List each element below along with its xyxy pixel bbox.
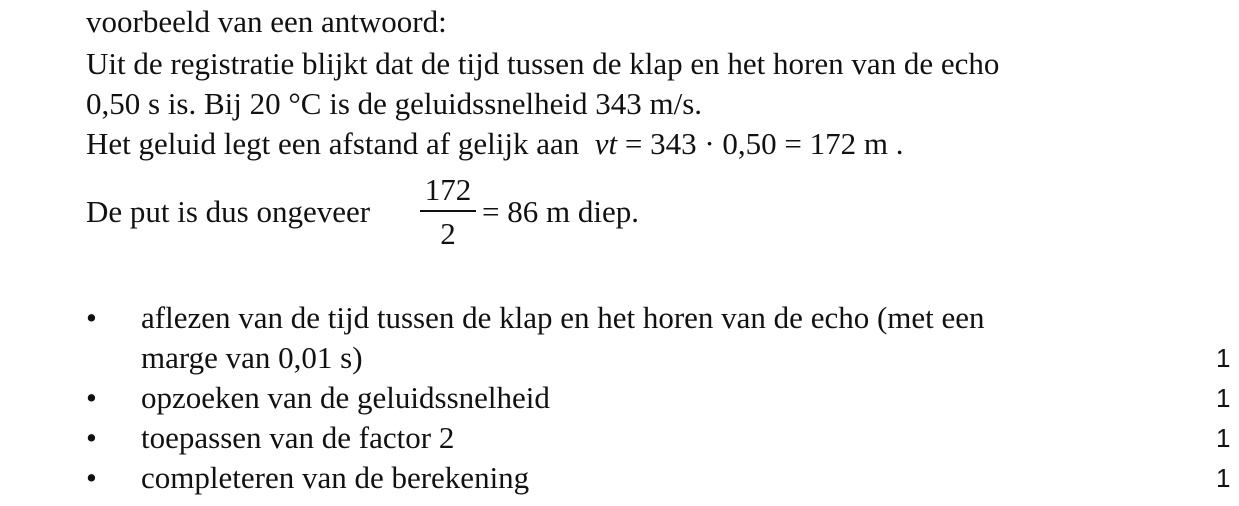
criterion-points: 1 [1216, 343, 1231, 373]
criterion-bullet: • [86, 420, 97, 455]
criterion-bullet: • [86, 300, 97, 335]
fraction-bar [420, 210, 476, 212]
criterion-text-continued: marge van 0,01 s) [141, 340, 363, 375]
criterion-bullet: • [86, 460, 97, 495]
formula-rest: = 343 · 0,50 = 172 m . [617, 126, 904, 161]
answer-line-1: Uit de registratie blijkt dat de tijd tussen de klap en het horen van de echo [86, 46, 1000, 81]
answer-line-4-result: = 86 m diep. [482, 194, 639, 229]
criterion-bullet: • [86, 380, 97, 415]
criterion-points: 1 [1216, 463, 1231, 493]
answer-line-3-text: Het geluid legt een afstand af gelijk aan [86, 126, 580, 161]
answer-heading: voorbeeld van een antwoord: [86, 4, 447, 39]
formula-variable: vt [594, 126, 618, 161]
criterion-text: toepassen van de factor 2 [141, 420, 455, 455]
fraction-denominator: 2 [440, 216, 456, 251]
distance-formula [587, 126, 904, 161]
answer-line-2: 0,50 s is. Bij 20 °C is de geluidssnelheid 343 m/s. [86, 86, 703, 121]
answer-line-3 [86, 124, 904, 164]
answer-line-4-text: De put is dus ongeveer [86, 194, 371, 229]
criterion-text: aflezen van de tijd tussen de klap en het horen van de echo (met een [141, 300, 985, 335]
criterion-points: 1 [1216, 383, 1231, 413]
depth-fraction [420, 172, 476, 252]
fraction-numerator: 172 [424, 172, 472, 207]
criterion-text: opzoeken van de geluidssnelheid [141, 380, 550, 415]
criterion-points: 1 [1216, 423, 1231, 453]
criterion-text: completeren van de berekening [141, 460, 530, 495]
